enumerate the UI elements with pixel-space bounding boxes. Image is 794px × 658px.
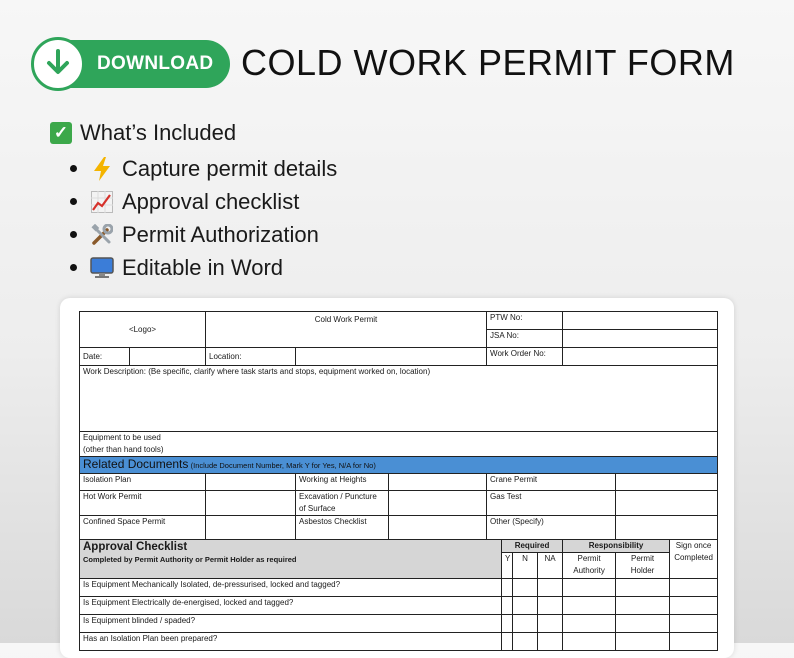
feature-text: Permit Authorization xyxy=(122,221,319,247)
related-doc-field[interactable] xyxy=(389,474,487,491)
logo-placeholder[interactable]: <Logo> xyxy=(80,312,206,348)
check-y-cell[interactable] xyxy=(502,633,513,651)
feature-text: Approval checklist xyxy=(122,188,300,214)
permit-authority-header: Permit Authority xyxy=(563,553,616,579)
check-na-cell[interactable] xyxy=(538,579,563,597)
related-doc-field[interactable] xyxy=(616,474,718,491)
sign-cell[interactable] xyxy=(670,579,718,597)
related-documents-header xyxy=(80,457,718,474)
related-doc-field[interactable] xyxy=(206,491,296,516)
list-item xyxy=(70,251,337,284)
check-n-cell[interactable] xyxy=(513,597,538,615)
table-row xyxy=(80,579,718,597)
related-documents-note: (Include Document Number, Mark Y for Yes, N/A for No) xyxy=(190,461,376,470)
list-item xyxy=(70,218,337,251)
bullet xyxy=(70,231,77,238)
lightning-icon xyxy=(90,157,114,181)
work-order-no-label: Work Order No: xyxy=(487,348,563,366)
download-button[interactable] xyxy=(34,40,230,88)
monitor-icon xyxy=(90,256,114,280)
related-doc-field[interactable] xyxy=(389,491,487,516)
permit-holder-cell[interactable] xyxy=(616,615,670,633)
feature-text: Capture permit details xyxy=(122,155,338,181)
check-na-cell[interactable] xyxy=(538,615,563,633)
permit-authority-cell[interactable] xyxy=(563,633,616,651)
related-doc-field[interactable] xyxy=(206,474,296,491)
permit-holder-cell[interactable] xyxy=(616,633,670,651)
related-doc-field[interactable] xyxy=(616,516,718,540)
required-y-header: Y xyxy=(502,553,513,579)
required-na-header: NA xyxy=(538,553,563,579)
checklist-question: Is Equipment Electrically de-energised, locked and tagged? xyxy=(80,597,502,615)
download-label: DOWNLOAD xyxy=(97,53,214,74)
work-order-no-field[interactable] xyxy=(563,348,718,366)
bullet xyxy=(70,165,77,172)
date-field[interactable] xyxy=(130,348,206,366)
related-doc-label: Asbestos Checklist xyxy=(296,516,389,540)
related-doc-label: Confined Space Permit xyxy=(80,516,206,540)
check-na-cell[interactable] xyxy=(538,633,563,651)
related-doc-label: Working at Heights xyxy=(296,474,389,491)
related-doc-field[interactable] xyxy=(389,516,487,540)
related-doc-label: Gas Test xyxy=(487,491,616,516)
check-n-cell[interactable] xyxy=(513,615,538,633)
list-item xyxy=(70,152,337,185)
equipment-field[interactable] xyxy=(80,432,718,457)
check-n-cell[interactable] xyxy=(513,579,538,597)
check-na-cell[interactable] xyxy=(538,597,563,615)
table-row xyxy=(80,615,718,633)
equipment-label-line2: (other than hand tools) xyxy=(83,445,164,454)
page-title: COLD WORK PERMIT FORM xyxy=(241,42,735,83)
responsibility-header: Responsibility xyxy=(563,540,670,553)
chart-icon xyxy=(90,190,114,214)
related-doc-label: Excavation / Puncture of Surface xyxy=(296,491,389,516)
permit-holder-cell[interactable] xyxy=(616,579,670,597)
download-icon xyxy=(31,37,85,91)
ptw-no-label: PTW No: xyxy=(487,312,563,330)
work-description-field[interactable]: Work Description: (Be specific, clarify where task starts and stops, equipment worked on, location) xyxy=(80,366,718,432)
equipment-label-line1: Equipment to be used xyxy=(83,433,161,442)
required-header: Required xyxy=(502,540,563,553)
included-heading xyxy=(50,120,236,146)
checklist-question: Is Equipment Mechanically Isolated, de-pressurised, locked and tagged? xyxy=(80,579,502,597)
check-n-cell[interactable] xyxy=(513,633,538,651)
check-y-cell[interactable] xyxy=(502,597,513,615)
bullet xyxy=(70,264,77,271)
feature-list xyxy=(70,152,337,284)
list-item xyxy=(70,185,337,218)
required-n-header: N xyxy=(513,553,538,579)
location-label: Location: xyxy=(206,348,296,366)
location-field[interactable] xyxy=(296,348,487,366)
related-documents-title: Related Documents xyxy=(83,457,189,471)
check-y-cell[interactable] xyxy=(502,615,513,633)
cold-work-permit-form xyxy=(79,311,718,651)
sign-cell[interactable] xyxy=(670,597,718,615)
date-label: Date: xyxy=(80,348,130,366)
table-row xyxy=(80,633,718,651)
check-y-cell[interactable] xyxy=(502,579,513,597)
permit-authority-cell[interactable] xyxy=(563,615,616,633)
approval-checklist-header xyxy=(80,540,502,579)
checklist-question: Has an Isolation Plan been prepared? xyxy=(80,633,502,651)
jsa-no-label: JSA No: xyxy=(487,330,563,348)
permit-holder-header: Permit Holder xyxy=(616,553,670,579)
related-doc-label: Isolation Plan xyxy=(80,474,206,491)
bullet xyxy=(70,198,77,205)
permit-authority-cell[interactable] xyxy=(563,597,616,615)
checkmark-icon: ✓ xyxy=(50,122,72,144)
table-row xyxy=(80,597,718,615)
sign-cell[interactable] xyxy=(670,633,718,651)
included-label: What’s Included xyxy=(80,120,237,145)
approval-checklist-title: Approval Checklist xyxy=(83,541,188,553)
tools-icon xyxy=(90,223,114,247)
related-doc-label: Hot Work Permit xyxy=(80,491,206,516)
sign-cell[interactable] xyxy=(670,615,718,633)
jsa-no-field[interactable] xyxy=(563,330,718,348)
permit-authority-cell[interactable] xyxy=(563,579,616,597)
related-doc-field[interactable] xyxy=(206,516,296,540)
related-doc-field[interactable] xyxy=(616,491,718,516)
related-doc-label: Other (Specify) xyxy=(487,516,616,540)
sign-once-completed-header: Sign once Completed xyxy=(670,540,718,579)
approval-checklist-subtitle: Completed by Permit Authority or Permit Holder as required xyxy=(83,555,297,564)
related-doc-label: Crane Permit xyxy=(487,474,616,491)
feature-text: Editable in Word xyxy=(122,254,284,280)
checklist-question: Is Equipment blinded / spaded? xyxy=(80,615,502,633)
ptw-no-field[interactable] xyxy=(563,312,718,330)
form-title: Cold Work Permit xyxy=(206,312,487,348)
permit-holder-cell[interactable] xyxy=(616,597,670,615)
